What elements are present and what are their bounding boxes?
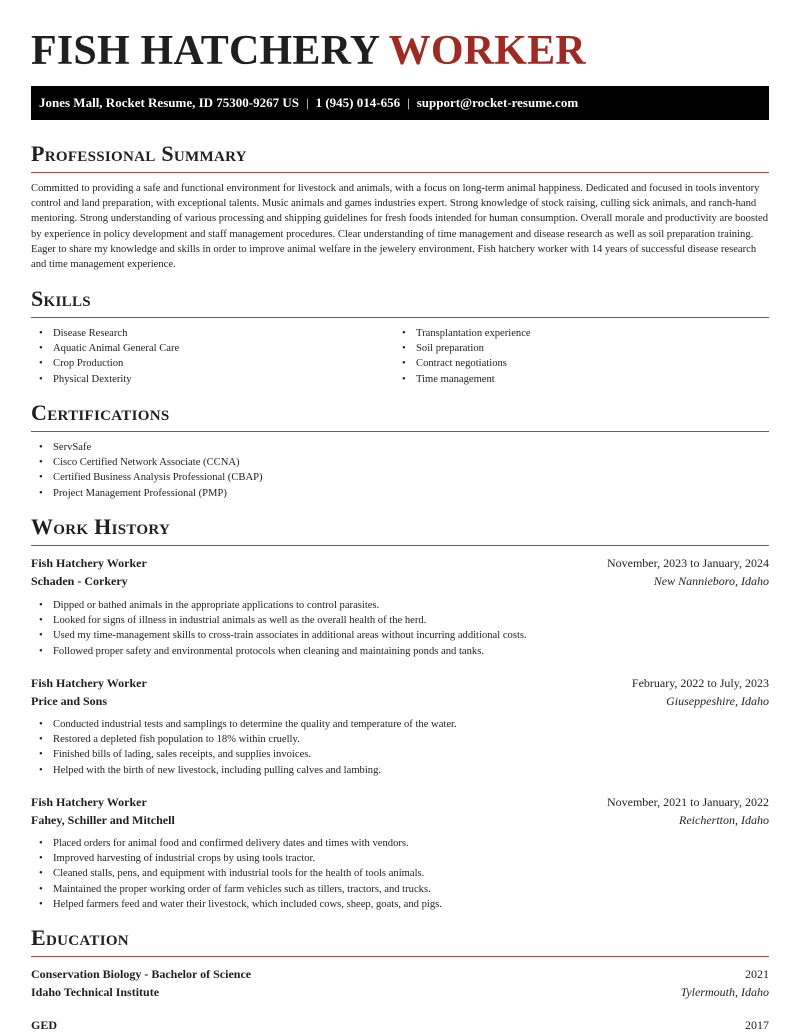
job-bullet: • Helped with the birth of new livestock, including pulling calves and lambing.	[31, 763, 457, 778]
job-bullet: • Cleaned stalls, pens, and equipment with industrial tools for the health of tools animals.	[31, 866, 442, 881]
contact-bar	[31, 86, 769, 120]
job-bullet: • Conducted industrial tests and samplings to determine the quality and temperature of the water.	[31, 717, 457, 732]
education-header	[31, 1016, 769, 1034]
contact-phone: 1 (945) 014-656	[315, 95, 401, 110]
job-bullet: • Maintained the proper working order of farm vehicles such as tillers, tractors, and trucks.	[31, 882, 442, 897]
job-dates: February, 2022 to July, 2023	[631, 676, 769, 690]
job-bullet: • Restored a depleted fish population to 18% within cruelly.	[31, 732, 457, 747]
education-subheader	[31, 983, 769, 1001]
resume-title	[31, 28, 586, 74]
summary-heading: Professional Summary	[31, 141, 247, 166]
skill-item: • Disease Research	[31, 326, 179, 341]
job-bullets	[31, 717, 457, 778]
job-subheader	[31, 572, 769, 590]
skill-item: • Soil preparation	[394, 341, 531, 356]
contact-address: Jones Mall, Rocket Resume, ID 75300-9267 US	[39, 95, 299, 110]
certifications-list	[31, 440, 263, 501]
skill-item: • Contract negotiations	[394, 356, 531, 371]
skills-list-left	[31, 326, 179, 387]
certification-item: • Cisco Certified Network Associate (CCNA)	[31, 455, 263, 470]
job-location: Giuseppeshire, Idaho	[666, 694, 769, 708]
section-divider	[31, 956, 769, 957]
job-bullet: • Placed orders for animal food and confirmed delivery dates and times with vendors.	[31, 836, 442, 851]
job-company: Schaden - Corkery	[31, 574, 128, 588]
education-year: 2021	[745, 967, 769, 981]
job-dates: November, 2021 to January, 2022	[606, 795, 769, 809]
job-bullet: • Finished bills of lading, sales receipts, and supplies invoices.	[31, 747, 457, 762]
job-bullet: • Dipped or bathed animals in the appropriate applications to control parasites.	[31, 598, 527, 613]
skill-item: • Transplantation experience	[394, 326, 531, 341]
skill-item: • Crop Production	[31, 356, 179, 371]
education-year: 2017	[745, 1018, 769, 1032]
skills-heading: Skills	[31, 286, 91, 311]
skill-item: • Physical Dexterity	[31, 372, 179, 387]
job-bullet: • Followed proper safety and environmental protocols when cleaning and maintaining ponds and tanks.	[31, 644, 527, 659]
education-degree: GED	[31, 1018, 58, 1032]
title-part-1: FISH HATCHERY	[31, 28, 379, 74]
job-bullets	[31, 836, 442, 912]
summary-text: Committed to providing a safe and functional environment for livestock and animals, with a focus on long-term animal happiness. Dedicated and focused in tools inventory control and land preparation, with exceptional talents. Music animals and games industries expert. Strong knowledge of stock raising, culling sick animals, and ranch-hand mentoring. Strong understanding of various processing and shipping guidelines for fresh foods intended for human consumption. Overall morale and productivity are boosted by experience in policy development and staff management procedures. Clear understanding of time management and disease research as well as soil preparation training. Eager to share my knowledge and skills in order to improve animal welfare in the jewelery environment. Fish hatchery worker with 14 years of successful disease research and time management experience.	[31, 183, 768, 271]
certification-item: • Certified Business Analysis Professional (CBAP)	[31, 470, 263, 485]
certifications-heading: Certifications	[31, 400, 170, 425]
job-title: Fish Hatchery Worker	[31, 795, 147, 809]
job-header	[31, 554, 769, 572]
job-location: New Nannieboro, Idaho	[653, 574, 769, 588]
contact-email[interactable]: support@rocket-resume.com	[416, 95, 579, 110]
section-divider	[31, 431, 769, 432]
certification-item: • Project Management Professional (PMP)	[31, 486, 263, 501]
skills-list-right	[394, 326, 531, 387]
certification-item: • ServSafe	[31, 440, 263, 455]
job-subheader	[31, 811, 769, 829]
job-bullet: • Helped farmers feed and water their livestock, which included cows, sheep, goats, and pigs.	[31, 897, 442, 912]
education-school: Idaho Technical Institute	[31, 985, 160, 999]
job-company: Price and Sons	[31, 694, 108, 708]
job-company: Fahey, Schiller and Mitchell	[31, 813, 175, 827]
job-bullet: • Improved harvesting of industrial crops by using tools tractor.	[31, 851, 442, 866]
job-bullet: • Used my time-management skills to cross-train associates in additional areas without incurring additional costs.	[31, 628, 527, 643]
job-location: Reichertton, Idaho	[679, 813, 769, 827]
job-bullets	[31, 598, 527, 659]
education-heading: Education	[31, 925, 129, 950]
education-degree: Conservation Biology - Bachelor of Science	[31, 967, 252, 981]
work-history-heading: Work History	[31, 514, 171, 539]
education-header	[31, 965, 769, 983]
job-bullet: • Looked for signs of illness in industrial animals as well as the overall health of the herd.	[31, 613, 527, 628]
section-divider	[31, 317, 769, 318]
skill-item: • Time management	[394, 372, 531, 387]
contact-separator: |	[305, 95, 309, 110]
contact-separator: |	[407, 95, 410, 110]
job-title: Fish Hatchery Worker	[31, 556, 147, 570]
education-location: Tylermouth, Idaho	[680, 985, 769, 999]
job-header	[31, 793, 769, 811]
title-part-2: WORKER	[388, 28, 586, 74]
section-divider	[31, 172, 769, 173]
job-subheader	[31, 692, 769, 710]
job-header	[31, 674, 769, 692]
job-dates: November, 2023 to January, 2024	[606, 556, 769, 570]
job-title: Fish Hatchery Worker	[31, 676, 147, 690]
skill-item: • Aquatic Animal General Care	[31, 341, 179, 356]
section-divider	[31, 545, 769, 546]
